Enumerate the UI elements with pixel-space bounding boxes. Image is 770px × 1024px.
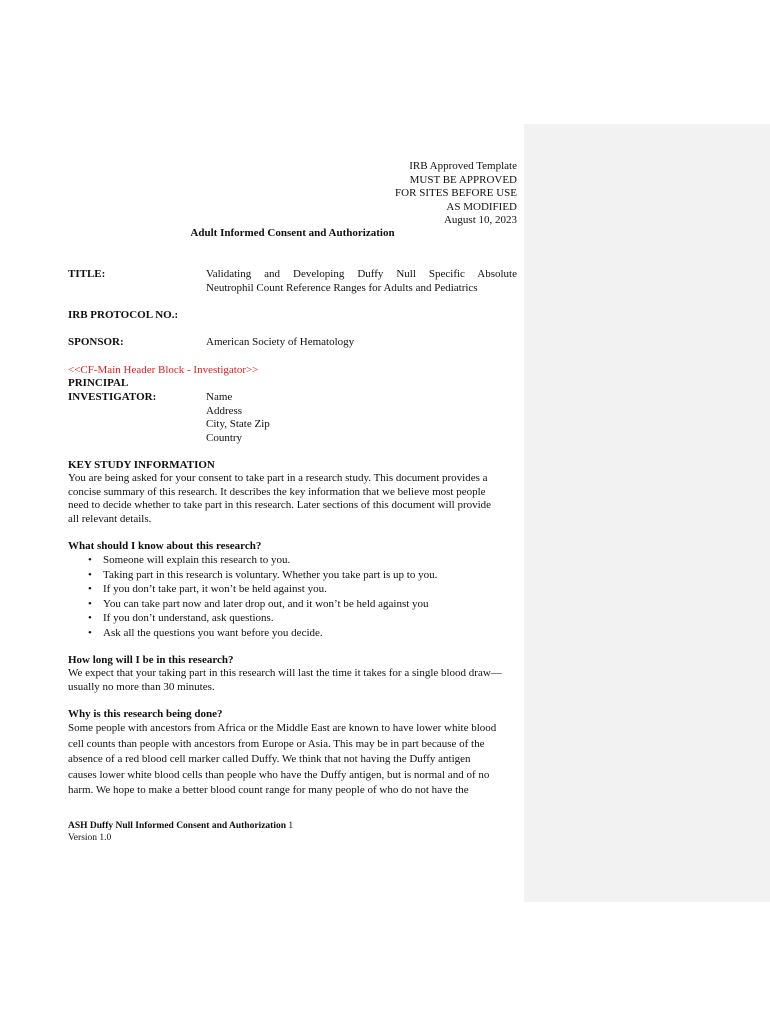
bullet-icon: • (88, 626, 92, 639)
sponsor-value: American Society of Hematology (206, 336, 355, 348)
bullet-icon: • (88, 554, 92, 566)
study-title-line-2: Neutrophil Count Reference Ranges for Adults and Pediatrics (206, 282, 478, 294)
irb-protocol-label: IRB PROTOCOL NO.: (68, 309, 179, 321)
why-research-heading: Why is this research being done? (68, 708, 223, 720)
irb-approval-stamp (300, 160, 517, 228)
bullet-icon: • (88, 568, 92, 581)
list-item: • If you don’t take part, it won’t be held against you. (88, 583, 327, 595)
footer-version: Version 1.0 (68, 833, 112, 843)
bullet-icon: • (88, 583, 92, 595)
paragraph-line: You are being asked for your consent to take part in a research study. This document provides a (68, 472, 488, 484)
pi-city-state-zip: City, State Zip (206, 418, 270, 431)
bullet-icon: • (88, 597, 92, 610)
list-item: • You can take part now and later drop out, and it won’t be held against you (88, 597, 429, 610)
key-study-information-text (68, 472, 518, 526)
irb-stamp-line: MUST BE APPROVED (409, 173, 517, 186)
list-item: • Ask all the questions you want before you decide. (88, 626, 323, 639)
page-footer (68, 820, 293, 844)
paragraph-line: harm. We hope to make a better blood count range for many people of who do not have the (68, 784, 469, 797)
cf-header-block-placeholder: <<CF-Main Header Block - Investigator>> (68, 364, 259, 376)
paragraph-line: cell counts than people with ancestors from Europe or Asia. This may be in part because of the (68, 737, 485, 750)
sponsor-label: SPONSOR: (68, 336, 124, 348)
paragraph-line: absence of a red blood cell marker called Duffy. We think that not having the Duffy antigen (68, 753, 471, 766)
irb-stamp-line: AS MODIFIED (446, 200, 517, 213)
how-long-text (68, 667, 518, 694)
paragraph-line: concise summary of this research. It describes the key information that we believe most people (68, 485, 486, 498)
what-should-i-know-list (68, 554, 437, 641)
why-research-text (68, 721, 518, 799)
paragraph-line: causes lower white blood cells than people who have the Duffy antigen, but is normal and of no (68, 768, 490, 781)
pi-address-block (206, 391, 270, 445)
document-title: Adult Informed Consent and Authorization (190, 227, 395, 239)
pi-name: Name (206, 391, 233, 403)
how-long-heading: How long will I be in this research? (68, 654, 234, 666)
pi-label-line-2: INVESTIGATOR: (68, 391, 157, 403)
bullet-icon: • (88, 612, 92, 624)
list-item: • If you don’t understand, ask questions. (88, 612, 274, 624)
study-title-line-1: Validating and Developing Duffy Null Specific Absolute (206, 268, 517, 280)
paragraph-line: need to decide whether to take part in this research. Later sections of this document will provide (68, 499, 492, 512)
irb-stamp-date: August 10, 2023 (443, 214, 517, 227)
paragraph-line: usually no more than 30 minutes. (68, 680, 215, 693)
pi-country: Country (206, 431, 243, 444)
pi-label-line-1: PRINCIPAL (68, 377, 129, 389)
paragraph-line: Some people with ancestors from Africa or the Middle East are known to have lower white blood (68, 722, 497, 734)
pi-address: Address (206, 404, 243, 417)
title-label: TITLE: (68, 268, 106, 280)
paragraph-line: all relevant details. (68, 512, 152, 525)
irb-stamp-line: FOR SITES BEFORE USE (395, 187, 517, 200)
paragraph-line: We expect that your taking part in this research will last the time it takes for a single blood draw— (68, 667, 502, 679)
page-number: 1 (288, 821, 294, 831)
what-should-i-know-heading: What should I know about this research? (68, 540, 262, 552)
irb-stamp-line: IRB Approved Template (409, 160, 517, 172)
list-item: • Someone will explain this research to you. (88, 554, 291, 566)
footer-title: ASH Duffy Null Informed Consent and Authorization (68, 821, 286, 831)
key-study-information-heading: KEY STUDY INFORMATION (68, 459, 215, 471)
list-item: • Taking part in this research is voluntary. Whether you take part is up to you. (88, 568, 438, 581)
comment-pane (524, 124, 770, 902)
